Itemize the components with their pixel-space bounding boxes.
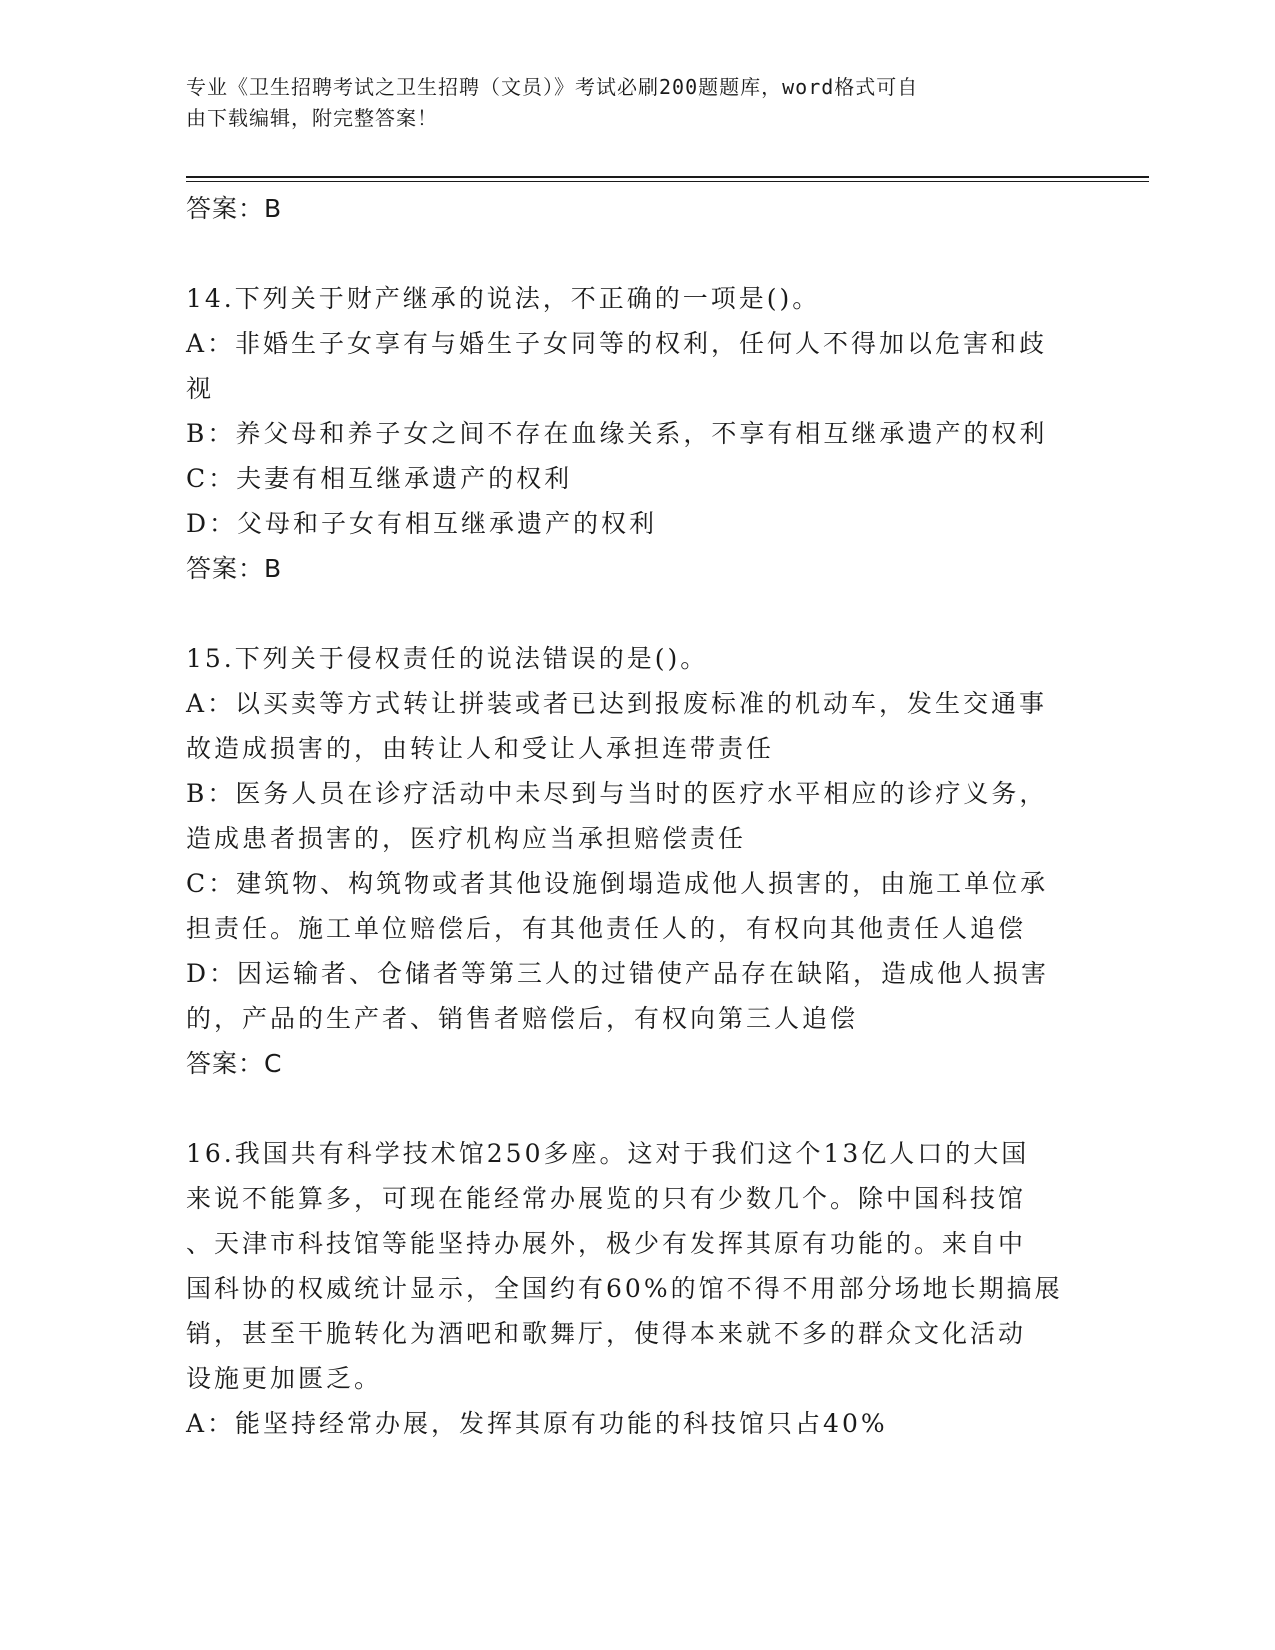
spacer [186,231,1086,276]
option-a: A：以买卖等方式转让拼装或者已达到报废标准的机动车，发生交通事 [186,689,1048,718]
answer-label: 答案：B [186,194,283,223]
header-line: 由下载编辑，附完整答案！ [186,106,438,130]
option-d: D：因运输者、仓储者等第三人的过错使产品存在缺陷，造成他人损害 [186,959,1050,988]
header-rule-thin [186,181,1149,182]
question-stem-continued: 来说不能算多，可现在能经常办展览的只有少数几个。除中国科技馆 [186,1184,1027,1213]
header-rule-thick [186,176,1149,178]
header-line: 专业《卫生招聘考试之卫生招聘（文员）》考试必刷200题题库，word格式可自 [186,75,919,99]
page-header [186,72,1066,134]
question-stem-continued: 国科协的权威统计显示，全国约有60%的馆不得不用部分场地长期搞展 [186,1274,1063,1303]
question-stem: 14.下列关于财产继承的说法，不正确的一项是()。 [186,284,821,313]
option-a: A：非婚生子女享有与婚生子女同等的权利，任何人不得加以危害和歧 [186,329,1048,358]
question-stem-continued: 设施更加匮乏。 [186,1364,383,1393]
question-content [186,186,1086,1446]
option-c-continued: 担责任。施工单位赔偿后，有其他责任人的，有权向其他责任人追偿 [186,914,1027,943]
question-stem-continued: 、天津市科技馆等能坚持办展外，极少有发挥其原有功能的。来自中 [186,1229,1027,1258]
spacer [186,591,1086,636]
option-b: B：养父母和养子女之间不存在血缘关系，不享有相互继承遗产的权利 [186,419,1048,448]
option-b: B：医务人员在诊疗活动中未尽到与当时的医疗水平相应的诊疗义务， [186,779,1048,808]
question-stem: 16.我国共有科学技术馆250多座。这对于我们这个13亿人口的大国 [186,1139,1030,1168]
option-d-continued: 的，产品的生产者、销售者赔偿后，有权向第三人追偿 [186,1004,859,1033]
option-c: C：夫妻有相互继承遗产的权利 [186,464,573,493]
question-stem: 15.下列关于侵权责任的说法错误的是()。 [186,644,709,673]
question-15 [186,636,1086,1086]
option-a-continued: 故造成损害的，由转让人和受让人承担连带责任 [186,734,775,763]
option-c: C：建筑物、构筑物或者其他设施倒塌造成他人损害的，由施工单位承 [186,869,1049,898]
question-16 [186,1131,1086,1446]
option-d: D：父母和子女有相互继承遗产的权利 [186,509,658,538]
option-a: A：能坚持经常办展，发挥其原有功能的科技馆只占40% [186,1409,888,1438]
answer-label: 答案：C [186,1049,283,1078]
question-14 [186,276,1086,591]
answer-label: 答案：B [186,554,283,583]
option-b-continued: 造成患者损害的，医疗机构应当承担赔偿责任 [186,824,747,853]
spacer [186,1086,1086,1131]
option-a-continued: 视 [186,374,215,403]
question-stem-continued: 销，甚至干脆转化为酒吧和歌舞厅，使得本来就不多的群众文化活动 [186,1319,1027,1348]
